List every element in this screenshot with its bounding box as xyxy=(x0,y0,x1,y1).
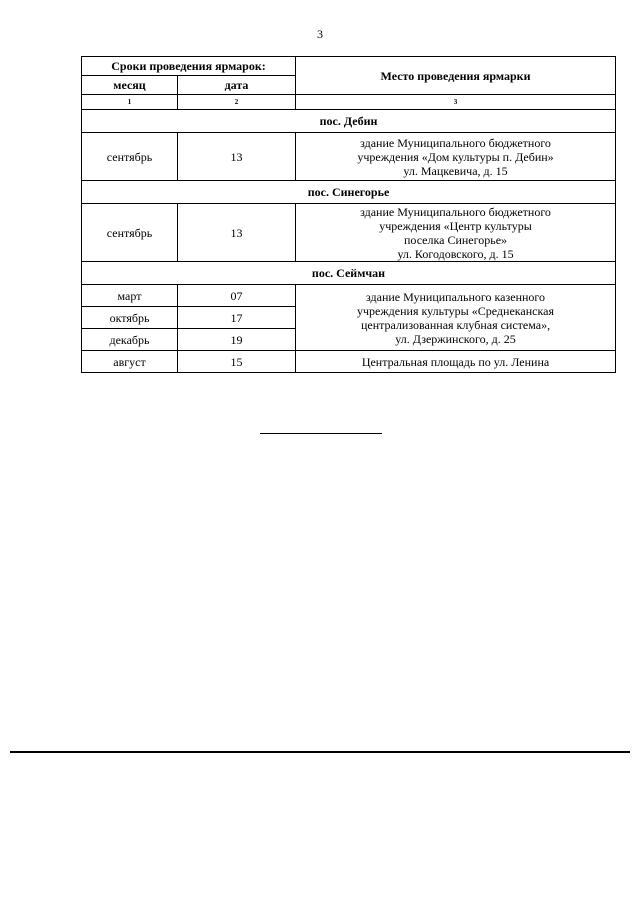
address-cell: Центральная площадь по ул. Ленина xyxy=(296,351,616,373)
settlement-heading-debin: пос. Дебин xyxy=(82,110,616,133)
date-cell: 17 xyxy=(178,307,296,329)
address-cell xyxy=(296,285,616,351)
month-cell: август xyxy=(82,351,178,373)
address-line: ул. Мацкевича, д. 15 xyxy=(403,163,508,178)
page-bottom-rule xyxy=(10,751,630,753)
address-line: ул. Когодовского, д. 15 xyxy=(397,246,514,261)
address-line: централизованная клубная система», xyxy=(360,317,551,332)
date-cell: 19 xyxy=(178,329,296,351)
fairs-schedule-table xyxy=(81,56,616,373)
address-line: поселка Синегорье» xyxy=(403,232,508,247)
month-cell: сентябрь xyxy=(82,204,178,262)
month-cell: декабрь xyxy=(82,329,178,351)
header-schedule-title: Сроки проведения ярмарок: xyxy=(82,57,296,76)
address-line: ул. Дзержинского, д. 25 xyxy=(395,331,516,346)
month-cell: сентябрь xyxy=(82,133,178,181)
address-cell xyxy=(296,133,616,181)
address-line: учреждения культуры «Среднеканская xyxy=(357,303,554,318)
address-line: здание Муниципального бюджетного xyxy=(360,204,551,219)
page-number: 3 xyxy=(317,27,323,41)
address-line: здание Муниципального казенного xyxy=(365,289,546,304)
end-of-document-rule xyxy=(260,433,382,434)
header-date: дата xyxy=(178,76,296,95)
column-number-3: 3 xyxy=(296,95,616,110)
settlement-heading-seymchan: пос. Сеймчан xyxy=(82,262,616,285)
column-number-2: 2 xyxy=(178,95,296,110)
date-cell: 07 xyxy=(178,285,296,307)
header-month: месяц xyxy=(82,76,178,95)
header-place: Место проведения ярмарки xyxy=(296,57,616,95)
date-cell: 15 xyxy=(178,351,296,373)
address-line: здание Муниципального бюджетного xyxy=(360,135,551,150)
address-line: учреждения «Дом культуры п. Дебин» xyxy=(357,149,554,164)
column-number-1: 1 xyxy=(82,95,178,110)
address-line: учреждения «Центр культуры xyxy=(379,218,532,233)
month-cell: октябрь xyxy=(82,307,178,329)
settlement-heading-sinegorye: пос. Синегорье xyxy=(82,181,616,204)
date-cell: 13 xyxy=(178,204,296,262)
date-cell: 13 xyxy=(178,133,296,181)
address-cell xyxy=(296,204,616,262)
month-cell: март xyxy=(82,285,178,307)
